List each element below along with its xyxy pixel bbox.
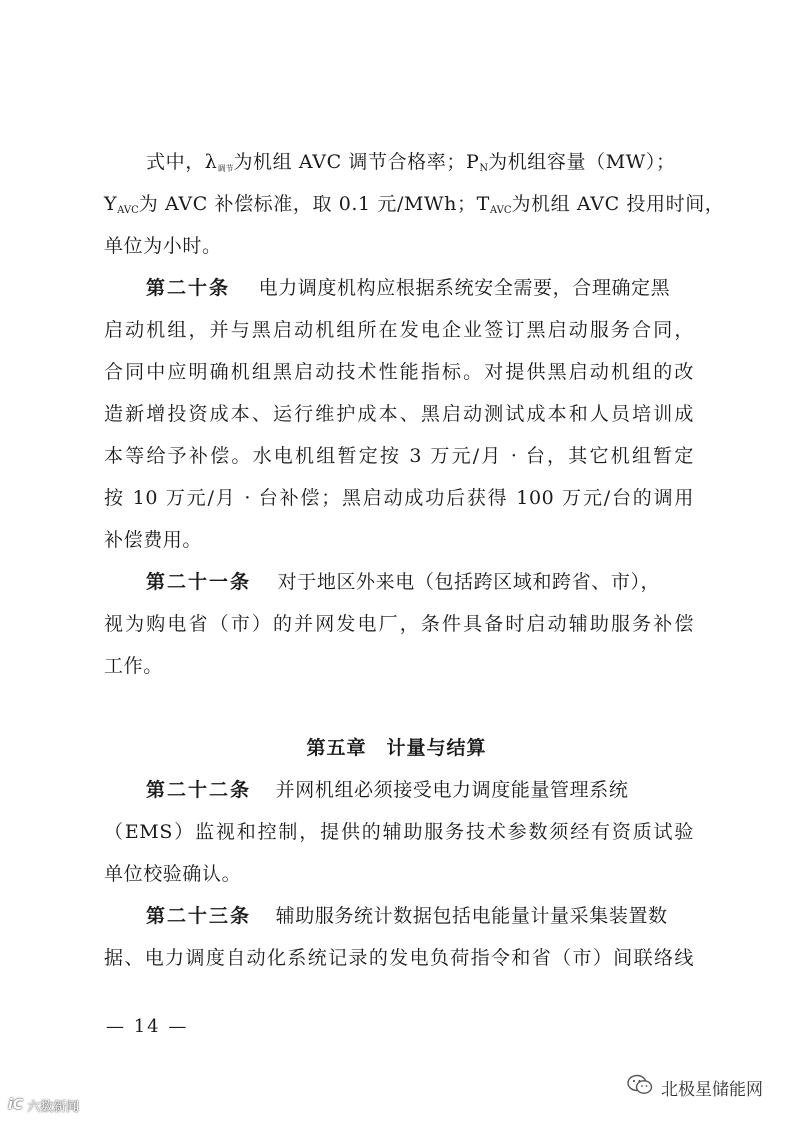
article-21-line-3: 工作。 xyxy=(104,655,163,677)
page-number: — 14 — xyxy=(106,1016,189,1037)
article-23-title: 第二十三条 xyxy=(146,905,252,927)
article-20-line-7: 补偿费用。 xyxy=(104,529,203,551)
article-20-line-2: 启动机组，并与黑启动机组所在发电企业签订黑启动服务合同， xyxy=(104,319,694,341)
formula-note-line-3: 单位为小时。 xyxy=(104,235,222,257)
chapter-number: 第五章 xyxy=(306,737,367,759)
article-21-line-1: 第二十一条 对于地区外来电（包括跨区域和跨省、市）， xyxy=(146,571,661,593)
article-20-line-5: 本等给予补偿。水电机组暂定按 3 万元/月 · 台，其它机组暂定 xyxy=(104,445,694,467)
article-22-line-2: （EMS）监视和控制，提供的辅助服务技术参数须经有资质试验 xyxy=(104,821,694,843)
watermark-right xyxy=(627,1074,763,1100)
article-22-line-3: 单位校验确认。 xyxy=(104,863,242,885)
article-23-line-2: 据、电力调度自动化系统记录的发电负荷指令和省（市）间联络线 xyxy=(104,947,694,969)
article-20-line-6: 按 10 万元/月 · 台补偿；黑启动成功后获得 100 万元/台的调用 xyxy=(104,487,694,509)
article-20-line-4: 造新增投资成本、运行维护成本、黑启动测试成本和人员培训成 xyxy=(104,403,694,425)
watermark-right-text: 北极星储能网 xyxy=(661,1079,763,1100)
article-20-line-3: 合同中应明确机组黑启动技术性能指标。对提供黑启动机组的改 xyxy=(104,361,694,383)
chapter-title: 计量与结算 xyxy=(386,737,487,759)
formula-note-line-2: $Y_{AVC}$为 AVC 补偿标准，取 0.1 元/MWh；$T_{AVC}$为机组 AVC 投用时间， xyxy=(104,193,725,216)
article-22-title: 第二十二条 xyxy=(146,779,252,801)
watermark-left xyxy=(8,1094,79,1116)
watermark-left-text: 六数新闻 xyxy=(27,1099,80,1115)
chapter-heading xyxy=(0,728,793,768)
article-20-title: 第二十条 xyxy=(146,277,231,299)
watermark-left-logo: iC xyxy=(8,1097,24,1113)
article-23-line-1: 第二十三条 辅助服务统计数据包括电能量计量采集装置数 xyxy=(146,905,668,927)
article-22-line-1: 第二十二条 并网机组必须接受电力调度能量管理系统 xyxy=(146,779,629,801)
wechat-icon xyxy=(627,1074,653,1101)
article-21-title: 第二十一条 xyxy=(146,571,252,593)
article-21-line-2: 视为购电省（市）的并网发电厂，条件具备时启动辅助服务补偿 xyxy=(104,613,694,635)
formula-note-line-1: 式中，λ调节为机组 AVC 调节合格率；$P_N$为机组容量（MW）； xyxy=(146,151,676,174)
article-20-line-1: 第二十条 电力调度机构应根据系统安全需要，合理确定黑 xyxy=(146,277,671,299)
